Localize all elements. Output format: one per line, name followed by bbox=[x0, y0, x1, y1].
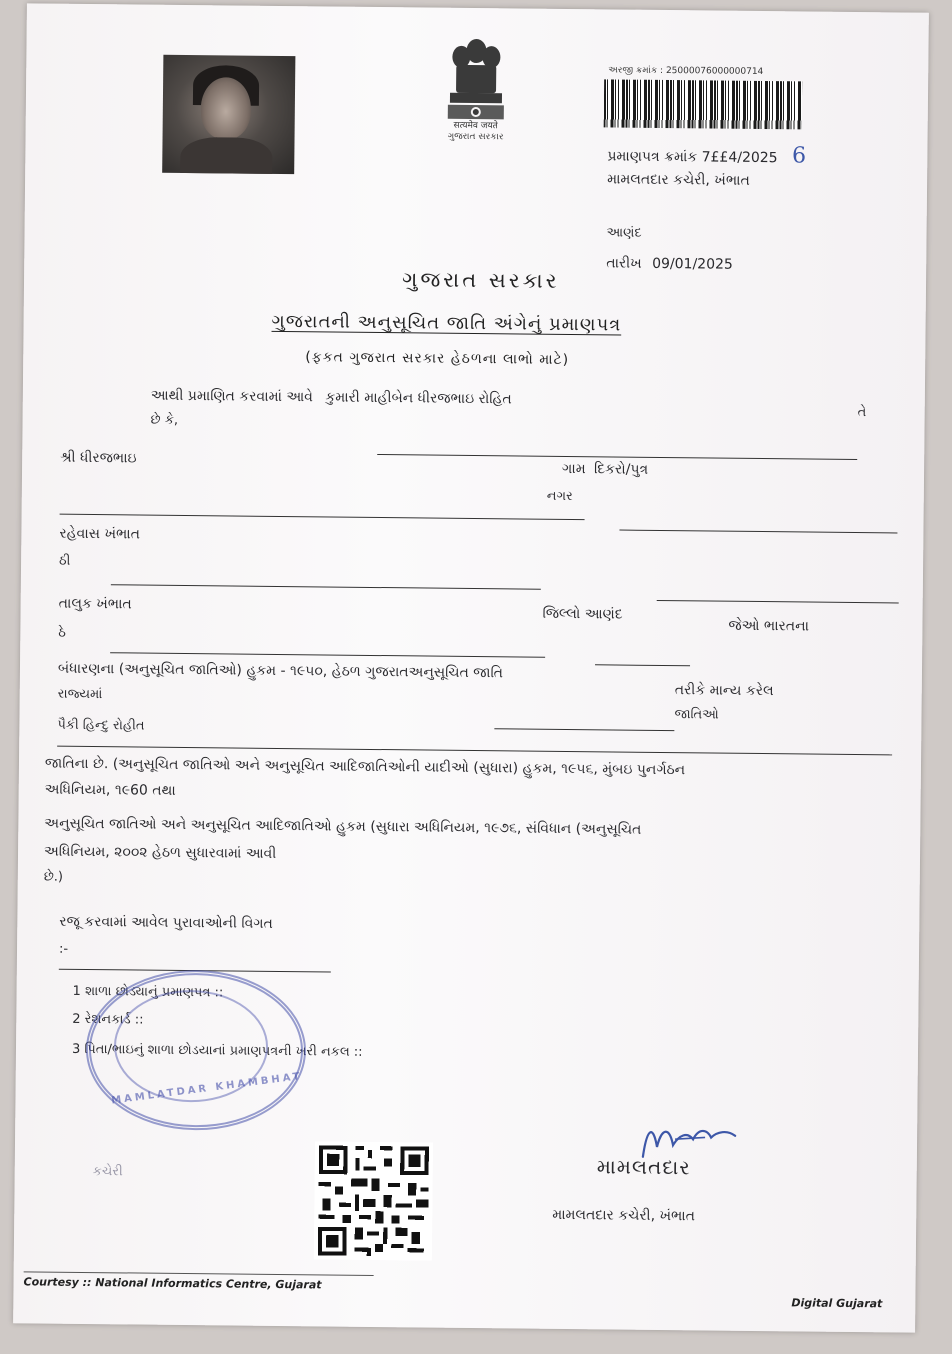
paiki-hindu-rohit: પૈકી હિન્દુ રોહીત bbox=[57, 717, 145, 734]
stamp-text: MAMLATDAR KHAMBHAT bbox=[110, 1070, 304, 1107]
footer-courtesy: Courtesy :: National Informatics Centre, Gujarat bbox=[23, 1275, 322, 1292]
underline-7 bbox=[595, 664, 690, 666]
date-label: તારીખ bbox=[606, 255, 642, 272]
photo-body bbox=[180, 137, 273, 174]
office-top: મામલતદાર કચેરી, ખંભાત bbox=[607, 171, 750, 189]
taluka: તાલુક ખંભાત bbox=[58, 595, 132, 613]
signatory-title: મામલતદાર bbox=[596, 1154, 691, 1180]
district-name: આણંદ bbox=[606, 225, 642, 241]
thi-word: ઠી bbox=[59, 553, 71, 569]
bandharan-text: બંધારણના (અનુસૂચિત જાતિઓ) હુકમ - ૧૯૫૦, હેઠળ ગુજરાત bbox=[57, 660, 409, 681]
evidence-item-2: 2 રેશનકાર્ડ :: bbox=[72, 1011, 144, 1028]
the-word: ઠે bbox=[58, 625, 66, 641]
photo-face bbox=[201, 77, 252, 140]
underline-1 bbox=[377, 454, 857, 460]
jillo: જિલ્લો આણંદ bbox=[542, 605, 623, 623]
evidence-item-3: 3 પિતા/ભાઇનું શાળા છોડયાનાં પ્રમાણપત્રની ખરી નકલ :: bbox=[71, 1041, 363, 1060]
underline-2 bbox=[60, 514, 585, 520]
barcode bbox=[604, 79, 802, 129]
ashoka-emblem-icon bbox=[436, 33, 517, 129]
certificate-number-hand-mark: 6 bbox=[791, 143, 807, 169]
jeo-bharatna: જેઓ ભારતના bbox=[728, 617, 810, 635]
bandharan-tail: અનુસૂચિત જાતિ bbox=[408, 664, 504, 682]
gam-label: ગામ bbox=[562, 460, 586, 478]
te-word: તે bbox=[857, 405, 867, 421]
footer-brand: Digital Gujarat bbox=[791, 1296, 883, 1311]
rajyama: રાજ્યમાં bbox=[57, 686, 103, 703]
chhe-ke: છે કે, bbox=[150, 412, 179, 428]
signatory-office: મામલતદાર કચેરી, ખંભાત bbox=[552, 1206, 696, 1225]
para-line-4: અધિનિયમ, ૨૦૦૨ હેઠળ સુધારવામાં આવી bbox=[43, 843, 277, 862]
nagar-label: નગર bbox=[546, 488, 573, 505]
heading-gov: ગુજરાત સરકાર bbox=[401, 267, 560, 293]
kacheri-faded: કચેરી bbox=[92, 1164, 123, 1180]
underline-3 bbox=[619, 530, 897, 534]
certificate-number: પ્રમાણપત્ર ક્રમાંક 7££4/2025 bbox=[607, 148, 778, 167]
intro-text: આથી પ્રમાણિત કરવામાં આવે bbox=[150, 387, 313, 406]
qr-code-icon bbox=[314, 1141, 433, 1260]
emblem-motto: सत्यमेव जयते bbox=[453, 120, 498, 132]
rahevas: રહેવાસ ખંભાત bbox=[59, 525, 141, 543]
para-line-3: અનુસૂચિત જાતિઓ અને અનુસૂચિત આદિજાતિઓ હુકમ (સુધારા અધિનિયમ, ૧૯૭૬, સંવિધાન (અનુસૂચિત bbox=[44, 815, 642, 838]
jatio-word: જાતિઓ bbox=[674, 707, 719, 723]
heading-title: ગુજરાતની અનુસૂચિત જાતિ અંગેનું પ્રમાણપત્ર bbox=[271, 310, 622, 336]
para-line-5: છે.) bbox=[43, 869, 64, 885]
evidence-colon: :- bbox=[58, 941, 69, 957]
underline-9 bbox=[57, 746, 892, 756]
tarike-manya: તરીકે માન્ય કરેલ bbox=[674, 682, 774, 700]
para-line-2: અધિનિયમ, ૧૯60 તથા bbox=[44, 781, 176, 799]
heading-subtitle: (ફકત ગુજરાત સરકાર હેઠળના લાભો માટે) bbox=[305, 349, 570, 369]
underline-5 bbox=[657, 600, 899, 604]
evidence-item-1: 1 શાળા છોડ્યાનું પ્રમાણપત્ર :: bbox=[72, 983, 224, 1001]
evidence-heading: રજૂ કરવામાં આવેલ પુરાવાઓની વિગત bbox=[59, 913, 273, 932]
emblem-name: ગુજરાત સરકાર bbox=[447, 131, 504, 143]
para-line-1: જાતિના છે. (અનુસૂચિત જાતિઓ અને અનુસૂચિત આદિજાતિઓની યાદીઓ (સુધારા) હુકમ, ૧૯૫૬, મુંબઇ પુનર્ગઠન bbox=[44, 755, 686, 779]
applicant-photo bbox=[162, 55, 295, 174]
underline-8 bbox=[494, 728, 674, 731]
application-number: અરજી ક્રમાંક : 25000076000000714 bbox=[608, 65, 764, 78]
underline-6 bbox=[110, 652, 545, 658]
gam-value: દિકરો/પુત્ર bbox=[594, 461, 649, 478]
father-name: શ્રી ધીરજભાઇ bbox=[60, 449, 137, 467]
date-value: 09/01/2025 bbox=[652, 255, 733, 273]
underline-4 bbox=[111, 584, 541, 590]
candidate-name: કુમારી માહીબેન ધીરજભાઇ રોહિત bbox=[325, 389, 512, 408]
certificate-paper bbox=[13, 3, 929, 1332]
